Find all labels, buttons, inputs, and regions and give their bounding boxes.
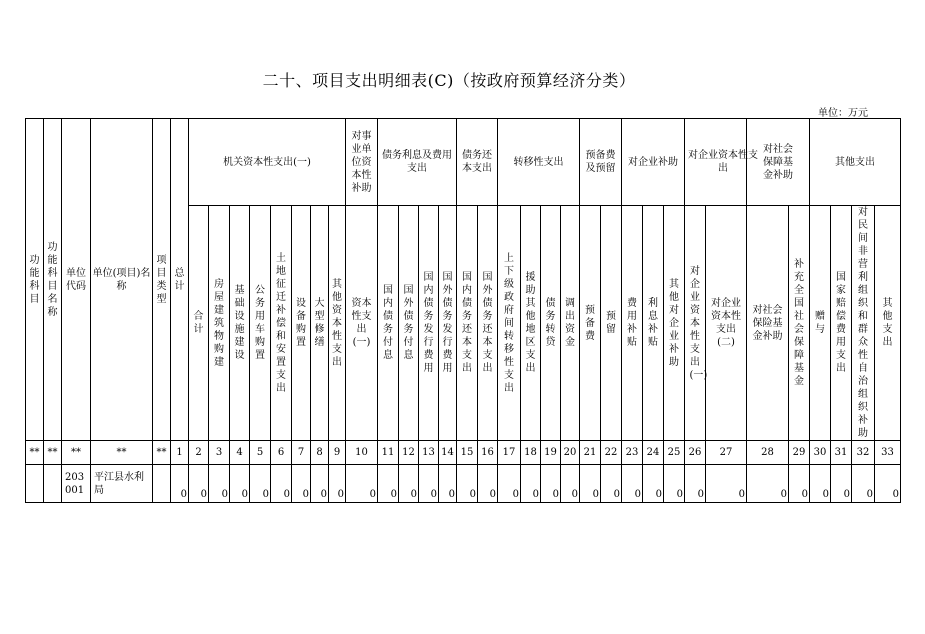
table-cell: 0: [271, 465, 292, 503]
column-index: **: [44, 441, 62, 465]
column-index: 9: [329, 441, 346, 465]
table-cell: 0: [580, 465, 601, 503]
subcolumn-header: 赠与: [810, 206, 831, 441]
column-index: 18: [521, 441, 541, 465]
column-index: 10: [346, 441, 378, 465]
table-cell: 0: [439, 465, 457, 503]
budget-table: [25, 118, 925, 503]
table-cell: 0: [419, 465, 439, 503]
subcolumn-header: 国内债务还本支出: [457, 206, 478, 441]
group-header: 对事业单位资本性补助: [346, 119, 378, 206]
group-header: 债务利息及费用支出: [378, 119, 457, 206]
table-cell: 0: [664, 465, 685, 503]
column-index: 22: [601, 441, 622, 465]
column-index: 27: [706, 441, 747, 465]
subcolumn-header: 利息补贴: [643, 206, 664, 441]
subcolumn-header: 援助其他地区支出: [521, 206, 541, 441]
subcolumn-header: 预留: [601, 206, 622, 441]
table-cell: 0: [643, 465, 664, 503]
table-cell: 0: [378, 465, 399, 503]
column-index-row: [26, 441, 925, 465]
table-cell: 0: [789, 465, 810, 503]
group-header: 转移性支出: [498, 119, 580, 206]
group-header: 对社会保障基金补助: [747, 119, 810, 206]
table-cell: 0: [601, 465, 622, 503]
table-cell: [26, 465, 44, 503]
column-index: 3: [209, 441, 230, 465]
column-index: 16: [478, 441, 498, 465]
table-cell: 0: [311, 465, 329, 503]
column-index: **: [62, 441, 91, 465]
subcolumn-header: 上下级政府间转移性支出: [498, 206, 521, 441]
subcolumn-header: 债务转贷: [541, 206, 561, 441]
column-header: 单位代码: [62, 119, 91, 441]
column-header: 功能科目: [26, 119, 44, 441]
column-index: 8: [311, 441, 329, 465]
column-index: 5: [250, 441, 271, 465]
subcolumn-header: 对民间非营利组织和群众性自治组织补助: [852, 206, 875, 441]
column-index: **: [26, 441, 44, 465]
table-cell: 0: [209, 465, 230, 503]
table-cell: 0: [541, 465, 561, 503]
table-cell: 0: [498, 465, 521, 503]
column-index: 17: [498, 441, 521, 465]
table-cell: 0: [747, 465, 789, 503]
table-cell: 0: [346, 465, 378, 503]
table-row: [26, 465, 925, 503]
subcolumn-header: 国外债务付息: [399, 206, 419, 441]
table-cell: 0: [622, 465, 643, 503]
group-header: 债务还本支出: [457, 119, 498, 206]
column-index: 30: [810, 441, 831, 465]
table-cell: 203001: [62, 465, 91, 503]
group-header: 预备费及预留: [580, 119, 622, 206]
column-index: 20: [561, 441, 580, 465]
subcolumn-header: 国外债务还本支出: [478, 206, 498, 441]
subcolumn-header: 对企业资本性支出(二): [706, 206, 747, 441]
table-cell: 0: [852, 465, 875, 503]
column-index: 14: [439, 441, 457, 465]
column-index: 7: [292, 441, 311, 465]
subcolumn-header: 土地征迁补偿和安置支出: [271, 206, 292, 441]
column-index: 33: [875, 441, 901, 465]
subcolumn-header: 补充全国社会保障基金: [789, 206, 810, 441]
column-index: **: [91, 441, 153, 465]
subcolumn-header: 其他资本性支出: [329, 206, 346, 441]
column-header: 单位(项目)名称: [91, 119, 153, 441]
table-cell: 0: [685, 465, 706, 503]
header-row-groups: [26, 119, 925, 206]
group-header: 对企业资本性支出: [685, 119, 747, 206]
column-header: 总计: [171, 119, 189, 441]
table-cell: 平江县水利局: [91, 465, 153, 503]
column-index: 21: [580, 441, 601, 465]
table-cell: [44, 465, 62, 503]
table-cell: 0: [329, 465, 346, 503]
subcolumn-header: 对企业资本性支出(一): [685, 206, 706, 441]
column-index: 25: [664, 441, 685, 465]
table-cell: 0: [706, 465, 747, 503]
subcolumn-header: 房屋建筑物购建: [209, 206, 230, 441]
column-index: 12: [399, 441, 419, 465]
subcolumn-header: 合计: [189, 206, 209, 441]
subcolumn-header: 费用补贴: [622, 206, 643, 441]
subcolumn-header: 基础设施建设: [230, 206, 250, 441]
column-index: 19: [541, 441, 561, 465]
column-index: 2: [189, 441, 209, 465]
subcolumn-header: 预备费: [580, 206, 601, 441]
group-header: 对企业补助: [622, 119, 685, 206]
column-index: 23: [622, 441, 643, 465]
column-header: 功能科目名称: [44, 119, 62, 441]
subcolumn-header: 国内债务发行费用: [419, 206, 439, 441]
table-cell: 0: [810, 465, 831, 503]
group-header: 机关资本性支出(一): [189, 119, 346, 206]
table-cell: 0: [831, 465, 852, 503]
table-cell: 0: [292, 465, 311, 503]
column-index: 1: [171, 441, 189, 465]
subcolumn-header: 国内债务付息: [378, 206, 399, 441]
column-index: 15: [457, 441, 478, 465]
page-title: 二十、项目支出明细表(C)（按政府预算经济分类）: [262, 71, 636, 90]
column-index: 28: [747, 441, 789, 465]
table-cell: 0: [521, 465, 541, 503]
table-cell: 0: [561, 465, 580, 503]
column-index: 4: [230, 441, 250, 465]
subcolumn-header: 国家赔偿费用支出: [831, 206, 852, 441]
column-index: 24: [643, 441, 664, 465]
table-cell: 0: [250, 465, 271, 503]
column-index: 26: [685, 441, 706, 465]
group-header: 其他支出: [810, 119, 901, 206]
column-index: 29: [789, 441, 810, 465]
unit-label: 单位：万元: [818, 108, 868, 119]
table-cell: 0: [230, 465, 250, 503]
subcolumn-header: 设备购置: [292, 206, 311, 441]
column-index: 32: [852, 441, 875, 465]
subcolumn-header: 对社会保险基金补助: [747, 206, 789, 441]
table-cell: 0: [457, 465, 478, 503]
subcolumn-header: 调出资金: [561, 206, 580, 441]
subcolumn-header: 大型修缮: [311, 206, 329, 441]
table-cell: 0: [478, 465, 498, 503]
subcolumn-header: 公务用车购置: [250, 206, 271, 441]
table-cell: 0: [171, 465, 189, 503]
column-index: **: [153, 441, 171, 465]
subcolumn-header: 国外债务发行费用: [439, 206, 457, 441]
column-header: 项目类型: [153, 119, 171, 441]
subcolumn-header: 其他支出: [875, 206, 901, 441]
table-cell: 0: [189, 465, 209, 503]
table-cell: 0: [399, 465, 419, 503]
column-index: 11: [378, 441, 399, 465]
subcolumn-header: 资本性支出(一): [346, 206, 378, 441]
column-index: 6: [271, 441, 292, 465]
table-cell: 0: [875, 465, 901, 503]
subcolumn-header: 其他对企业补助: [664, 206, 685, 441]
column-index: 31: [831, 441, 852, 465]
table-cell: [153, 465, 171, 503]
column-index: 13: [419, 441, 439, 465]
